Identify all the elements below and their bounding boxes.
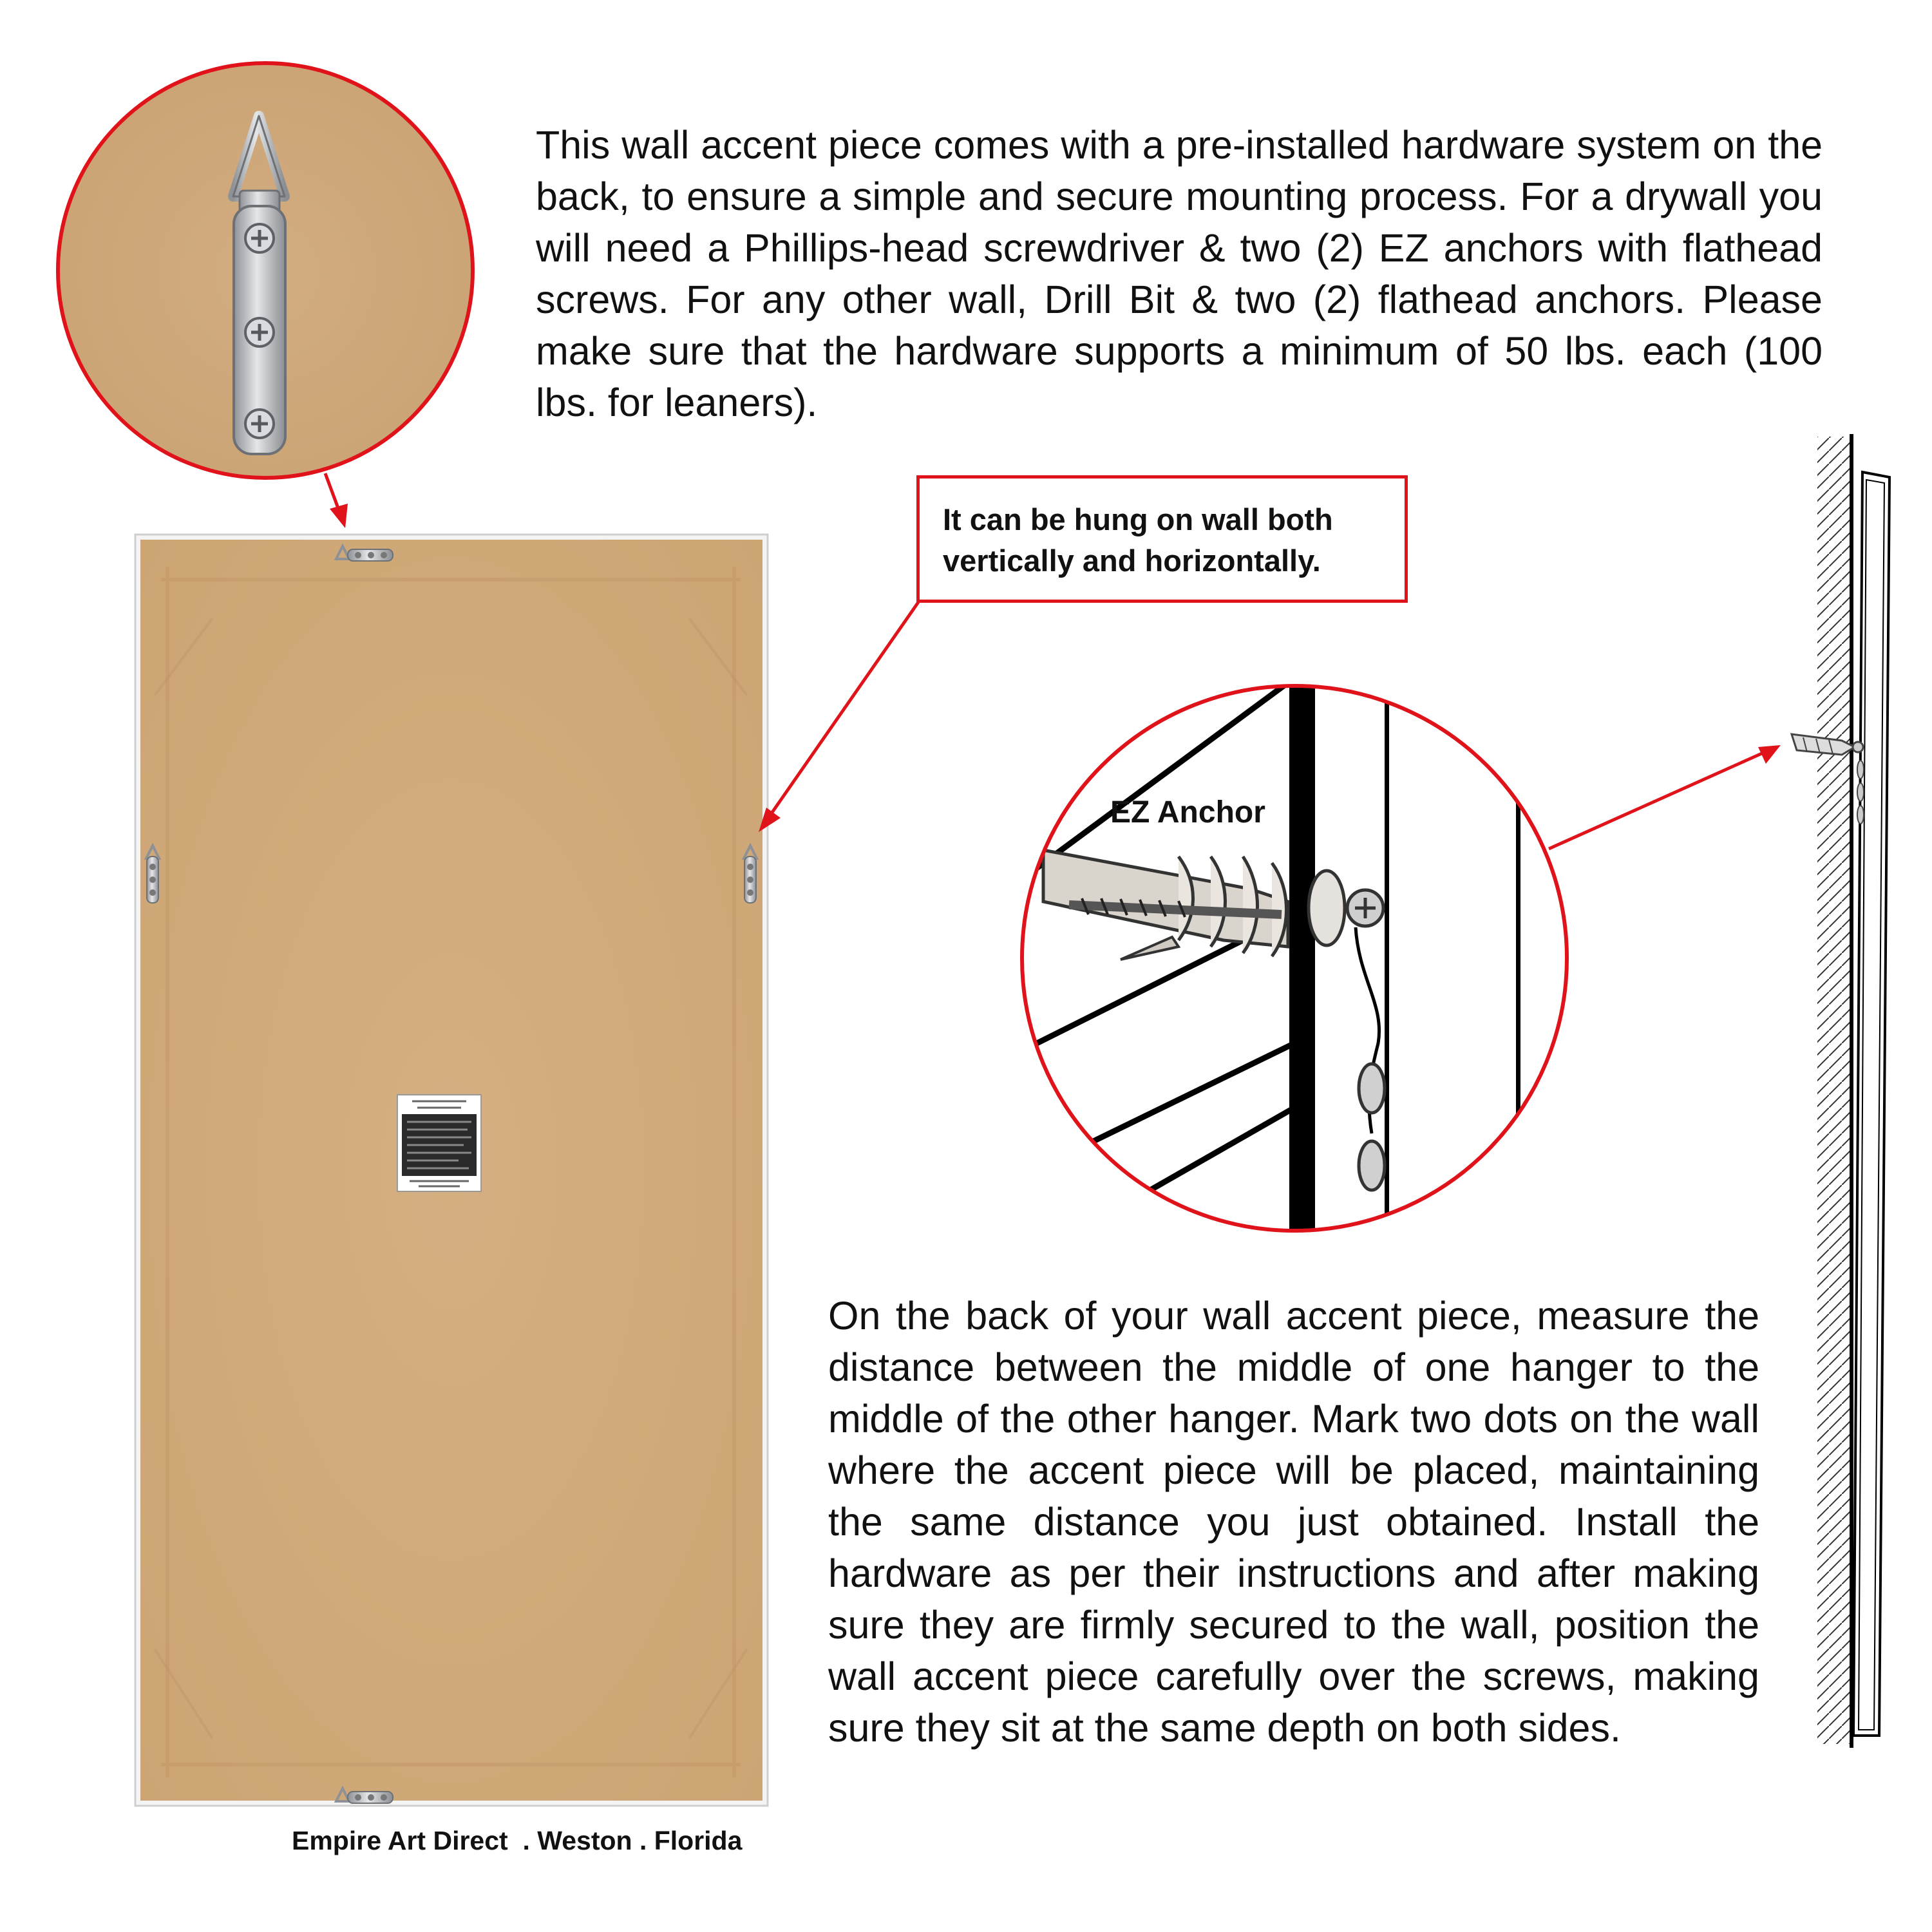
intro-instructions-paragraph: This wall accent piece comes with a pre-installed hardware system on the back, to ensure a simple and secure mounting process. For a drywall you will need a Phillips-head screwdriver & two (2) EZ anchors with flathead screws. For any other wall, Drill Bit & two (2) flathead anchors. Please make sure that the hardware supports a minimum of 50 lbs. each (100 lbs. for leaners). — [536, 123, 1823, 424]
anchor-detail-closeup — [1018, 683, 1571, 1236]
arrow-to-top-hanger — [325, 473, 348, 528]
panel-back — [135, 535, 768, 1806]
hatched-wall-icon — [1817, 434, 1853, 1748]
orientation-callout-box — [916, 475, 1408, 603]
ez-anchor-label: EZ Anchor — [1110, 795, 1265, 829]
orientation-callout-text: It can be hung on wall both vertically and horizontally. — [943, 502, 1333, 578]
hanging-instructions-sticker — [397, 1095, 481, 1191]
arrow-to-right-hanger — [759, 602, 918, 832]
arrow-to-side-profile — [1549, 745, 1781, 849]
company-footer: Empire Art Direct . Weston . Florida — [292, 1826, 743, 1855]
hanger-closeup — [52, 58, 483, 489]
side-profile-diagram — [1792, 434, 1889, 1748]
mounting-steps-paragraph: On the back of your wall accent piece, measure the distance between the middle of one hanger to the middle of the other hanger. Mark two dots on the wall where the accent piece will be placed, maintaining the same distance you just obtained. Install the hardware as per their instructions and after making sure they are firmly secured to the wall, position the wall accent piece carefully over the screws, making sure they sit at the same depth on both sides. — [828, 1294, 1759, 1750]
